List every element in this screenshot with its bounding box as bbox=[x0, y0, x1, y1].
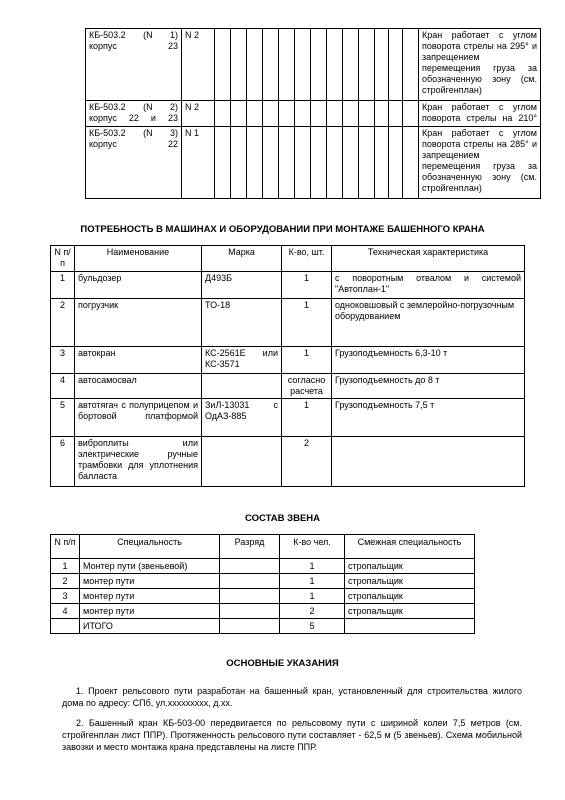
row-name: автосамосвал bbox=[75, 374, 202, 399]
row-brand: КС-2561Е или КС-3571 bbox=[202, 347, 282, 374]
row-specialty: монтер пути bbox=[80, 604, 220, 619]
header-qty: К-во, шт. bbox=[282, 246, 332, 272]
row-spec: Грузоподъемность 7,5 т bbox=[332, 399, 525, 437]
header-spec: Техническая характеристика bbox=[332, 246, 525, 272]
row-num: 3 bbox=[51, 347, 75, 374]
header-num: N п/п bbox=[51, 246, 75, 272]
row-qty: 1 bbox=[280, 559, 345, 574]
table-row bbox=[51, 347, 525, 374]
row-spec: Грузоподъемность 6,3-10 т bbox=[332, 347, 525, 374]
row-brand bbox=[202, 437, 282, 487]
header-brand: Марка bbox=[202, 246, 282, 272]
table-row bbox=[51, 399, 525, 437]
row-qty: 1 bbox=[280, 589, 345, 604]
row-name: автокран bbox=[75, 347, 202, 374]
row-related: стропальщик bbox=[345, 604, 475, 619]
header-name: Наименование bbox=[75, 246, 202, 272]
crane-n-cell: N 1 bbox=[182, 127, 215, 199]
crane-model-cell: КБ-503.2 (N 1) корпус 23 bbox=[86, 29, 182, 101]
crane-n-cell: N 2 bbox=[182, 29, 215, 101]
row-num: 1 bbox=[51, 272, 75, 299]
row-name: виброплиты или электрические ручные трамбовки для уплотнения балласта bbox=[75, 437, 202, 487]
row-related: стропальщик bbox=[345, 559, 475, 574]
row-qty: 1 bbox=[282, 272, 332, 299]
row-specialty: Монтер пути (звеньевой) bbox=[80, 559, 220, 574]
row-qty: 1 bbox=[282, 347, 332, 374]
crane-model-cell: КБ-503.2 (N 3) корпус 22 bbox=[86, 127, 182, 199]
row-brand: Д493Б bbox=[202, 272, 282, 299]
row-num: 4 bbox=[51, 374, 75, 399]
machines-table bbox=[50, 245, 525, 487]
header-related: Смежная специальность bbox=[345, 535, 475, 559]
row-name: автотягач с полуприцепом и бортовой платформой bbox=[75, 399, 202, 437]
row-spec bbox=[332, 437, 525, 487]
row-num: 2 bbox=[51, 299, 75, 347]
row-num: 1 bbox=[51, 559, 80, 574]
row-related: стропальщик bbox=[345, 574, 475, 589]
row-grade bbox=[220, 589, 280, 604]
table-row bbox=[51, 589, 475, 604]
row-qty: 1 bbox=[282, 299, 332, 347]
crane-n-cell: N 2 bbox=[182, 101, 215, 127]
row-grade bbox=[220, 559, 280, 574]
crew-heading: СОСТАВ ЗВЕНА bbox=[244, 513, 321, 524]
table-row bbox=[51, 437, 525, 487]
header-num: N п/п bbox=[51, 535, 80, 559]
crane-note-cell: Кран работает с углом поворота стрелы на 210° bbox=[419, 101, 541, 127]
row-name: бульдозер bbox=[75, 272, 202, 299]
total-label: ИТОГО bbox=[80, 619, 220, 634]
row-brand: ТО-18 bbox=[202, 299, 282, 347]
row-qty: согласно расчета bbox=[282, 374, 332, 399]
row-brand: ЗиЛ-13031 с ОдАЗ-885 bbox=[202, 399, 282, 437]
table-header-row bbox=[51, 535, 475, 559]
note-paragraph-2: 2. Башенный кран КБ-503-00 передвигается по рельсовому пути с шириной колеи 7,5 метров (см. стройгенплан лист ППР). Протяженность рельсового пути составляет - 62,5 м (5 звеньев). Схема мобильной завозки и место монтажа крана представлены на листе ППР. bbox=[62, 718, 522, 752]
total-qty: 5 bbox=[280, 619, 345, 634]
row-grade bbox=[220, 604, 280, 619]
row-related: стропальщик bbox=[345, 589, 475, 604]
row-grade bbox=[220, 574, 280, 589]
row-spec: Грузоподъемность до 8 т bbox=[332, 374, 525, 399]
row-qty: 2 bbox=[282, 437, 332, 487]
row-qty: 1 bbox=[282, 399, 332, 437]
table-row bbox=[86, 127, 541, 199]
row-specialty: монтер пути bbox=[80, 589, 220, 604]
row-qty: 2 bbox=[280, 604, 345, 619]
table-row bbox=[51, 272, 525, 299]
row-num: 2 bbox=[51, 574, 80, 589]
note-paragraph-1: 1. Проект рельсового пути разработан на башенный кран, установленный для строительства жилого дома по адресу: СПб, ул.xxxxxxxxx, д.хх. bbox=[62, 686, 522, 708]
table-row bbox=[51, 574, 475, 589]
row-name: погрузчик bbox=[75, 299, 202, 347]
table-row bbox=[51, 299, 525, 347]
table-row bbox=[51, 604, 475, 619]
row-spec: одноковшовый с землеройно-погрузочным оборудованием bbox=[332, 299, 525, 347]
table-header-row bbox=[51, 246, 525, 272]
row-spec: с поворотным отвалом и системой "Автоплан-1" bbox=[332, 272, 525, 299]
crane-note-cell: Кран работает с углом поворота стрелы на 295° и запрещением перемещения груза за обозначенную зону (см. стройгенплан) bbox=[419, 29, 541, 101]
crane-note-cell: Кран работает с углом поворота стрелы на 285° и запрещением перемещения груза за обозначенную зону (см. стройгенплан) bbox=[419, 127, 541, 199]
machines-heading: ПОТРЕБНОСТЬ В МАШИНАХ И ОБОРУДОВАНИИ ПРИ МОНТАЖЕ БАШЕННОГО КРАНА bbox=[80, 224, 485, 235]
row-num: 3 bbox=[51, 589, 80, 604]
table-row bbox=[51, 559, 475, 574]
table-row bbox=[86, 29, 541, 101]
table-row bbox=[86, 101, 541, 127]
header-qty: К-во чел. bbox=[280, 535, 345, 559]
row-qty: 1 bbox=[280, 574, 345, 589]
row-num: 4 bbox=[51, 604, 80, 619]
crane-model-cell: КБ-503.2 (N 2) корпус 22 и 23 bbox=[86, 101, 182, 127]
table-total-row bbox=[51, 619, 475, 634]
notes-heading: ОСНОВНЫЕ УКАЗАНИЯ bbox=[226, 658, 339, 669]
row-brand bbox=[202, 374, 282, 399]
crew-table bbox=[50, 534, 475, 634]
row-num: 5 bbox=[51, 399, 75, 437]
row-specialty: монтер пути bbox=[80, 574, 220, 589]
crane-operation-table bbox=[85, 28, 541, 199]
row-num: 6 bbox=[51, 437, 75, 487]
table-row bbox=[51, 374, 525, 399]
header-specialty: Специальность bbox=[80, 535, 220, 559]
header-grade: Разряд bbox=[220, 535, 280, 559]
